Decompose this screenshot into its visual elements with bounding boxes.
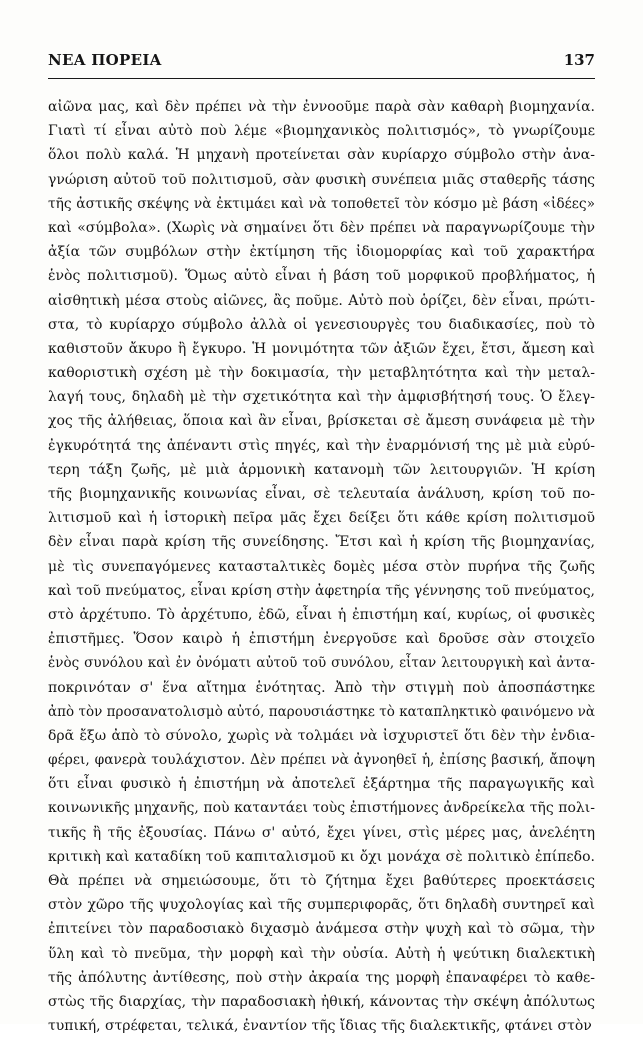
text-line: ὅτι εἶναι φυσικὸ ἡ ἐπιστήμη νὰ ἀποτελεῖ ἐξάρτημα τῆς παραγωγικῆς καὶ: [48, 776, 595, 793]
text-line: γνώριση αὐτοῦ τοῦ πολιτισμοῦ, σὰν φυσικὴ συνέπεια μιᾶς σταθερῆς τάσης: [48, 171, 595, 188]
text-line: ἑνὸς πολιτισμοῦ). Ὅμως αὐτὸ εἶναι ἡ βάση τοῦ μορφικοῦ προβλήματος, ἡ: [48, 268, 595, 285]
text-line: ποκρινόταν σ' ἕνα αἴτημα ἑνότητας. Ἀπὸ τὴν στιγμὴ ποὺ ἀποσπάστηκε: [48, 679, 595, 696]
text-line: στὸν χῶρο τῆς ψυχολογίας καὶ τῆς συμπεριφορᾶς, ὅτι δηλαδὴ συντηρεῖ καὶ: [48, 897, 595, 914]
text-line: καὶ «σύμβολα». (Χωρὶς νὰ σημαίνει ὅτι δὲν πρέπει νὰ παραγνωρίζουμε τὴν: [48, 219, 595, 236]
text-line: αἰῶνα μας, καὶ δὲν πρέπει νὰ τὴν ἐννοοῦμε παρὰ σὰν καθαρὴ βιομηχανία.: [48, 99, 595, 115]
text-line: δὲν εἶναι παρὰ κρίση τῆς συνείδησης. Ἔτσι καὶ ἡ κρίση τῆς βιομηχανίας,: [48, 534, 595, 551]
text-line: τικῆς ἢ τῆς ἐξουσίας. Πάνω σ' αὐτό, ἔχει γίνει, στὶς μέρες μας, ἀνελέητη: [48, 824, 595, 841]
text-line: στα, τὸ κυρίαρχο σύμβολο ἀλλὰ οἱ γενεσιουργὲς του διαδικασίες, ποὺ τὸ: [48, 316, 595, 333]
text-line: μὲ τὶς συνεπαγόμενες καταστaλτικὲς δομὲς μέσα στὸν πυρήνα τῆς ζωῆς: [48, 558, 595, 575]
text-line: στὼς τῆς διαρχίας, τὴν παραδοσιακὴ ἠθική, κάνοντας τὴν σκέψη ἀπόλυτως: [48, 993, 595, 1010]
header-rule: [48, 78, 595, 79]
text-line: κοινωνικῆς μηχανῆς, ποὺ καταντάει τοὺς ἐπιστήμονες ἀνδρείκελα τῆς πολι-: [48, 800, 595, 817]
text-line: ὅλοι πολὺ καλά. Ἡ μηχανὴ προτείνεται σὰν κυρίαρχο σύμβολο στὴν ἀνα-: [48, 147, 595, 164]
text-line: καὶ τοῦ πνεύματος, εἶναι κρίση στὴν ἀφετηρία τῆς γέννησης τοῦ πνεύματος,: [48, 582, 595, 599]
text-line: κριτικὴ καὶ καταδίκη τοῦ καπιταλισμοῦ κι ὄχι μονάχα σὲ πολιτικὸ ἐπίπεδο.: [48, 848, 595, 865]
running-head: [48, 51, 595, 73]
text-line: ἀξία τῶν συμβόλων στὴν ἐκτίμηση τῆς ἰδιομορφίας καὶ τοῦ χαρακτήρα: [48, 244, 595, 261]
text-line: λιτισμοῦ καὶ ἡ ἱστορικὴ πεῖρα μᾶς ἔχει δείξει ὅτι κάθε κρίση πολιτισμοῦ: [48, 510, 595, 527]
page-number: 137: [563, 51, 595, 69]
text-line: Θὰ πρέπει νὰ σημειώσουμε, ὅτι τὸ ζήτημα ἔχει βαθύτερες προεκτάσεις: [48, 873, 595, 889]
text-line: ἐγκυρότητά της ἀπέναντι στὶς πηγές, καὶ τὴν ἐναρμόνισή της μὲ μιὰ εὐρύ-: [48, 437, 595, 454]
text-line: ἐπιστῆμες. Ὅσον καιρὸ ἡ ἐπιστήμη ἐνεργοῦσε καὶ δροῦσε σὰν στοιχεῖο: [48, 631, 595, 648]
text-line: λαγή τους, δηλαδὴ μὲ τὴν σχετικότητα καὶ τὴν ἀμφισβήτησή τους. Ὁ ἔλεγ-: [48, 389, 595, 406]
text-line: τῆς ἀπόλυτης ἀντίθεσης, ποὺ στὴν ἀκραία της μορφὴ ἐπαναφέρει τὸ καθε-: [48, 969, 595, 986]
text-line: τυπική, στρέφεται, τελικά, ἐναντίον τῆς ἴδιας τῆς διαλεκτικῆς, φτάνει στὸν: [48, 1018, 592, 1035]
text-line: στὸ ἀρχέτυπο. Τὸ ἀρχέτυπο, ἐδῶ, εἶναι ἡ ἐπιστήμη καί, κυρίως, οἱ φυσικὲς: [48, 606, 595, 623]
text-line: χος τῆς ἀλήθειας, ὅποια καὶ ἂν εἶναι, βρίσκεται σὲ ἄμεση συνάφεια μὲ τὴν: [48, 413, 595, 430]
text-line: καθιστοῦν ἄκυρο ἢ ἔγκυρο. Ἡ μονιμότητα τῶν ἀξιῶν ἔχει, ἔτσι, ἄμεση καὶ: [48, 340, 595, 357]
text-line: ἑνὸς συνόλου καὶ ἐν ὀνόματι αὐτοῦ τοῦ συνόλου, εἶταν λειτουργικὴ καὶ ἀντα-: [48, 655, 595, 672]
text-line: ἐπιτείνει τὸν παραδοσιακὸ διχασμὸ ἀνάμεσα στὴν ψυχὴ καὶ τὸ σῶμα, τὴν: [48, 921, 595, 938]
text-line: φέρει, φανερὰ τουλάχιστον. Δὲν πρέπει νὰ ἀγνοηθεῖ ἡ, ἐπίσης βασική, ἄποψη: [48, 752, 595, 769]
journal-title: ΝΕΑ ΠΟΡΕΙΑ: [48, 51, 162, 69]
text-line: Γιατὶ τί εἶναι αὐτὸ ποὺ λέμε «βιομηχανικὸς πολιτισμός», τὸ γνωρίζουμε: [48, 123, 595, 140]
text-line: τῆς βιομηχανικῆς κοινωνίας εἶναι, σὲ τελευταία ἀνάλυση, κρίση τοῦ πο-: [48, 486, 595, 502]
text-line: ὕλη καὶ τὸ πνεῦμα, τὴν μορφὴ καὶ τὴν οὐσία. Αὐτὴ ἡ ψεύτικη διαλεκτικὴ: [48, 945, 595, 962]
text-line: καθοριστικὴ σχέση μὲ τὴν δοκιμασία, τὴν μεταβλητότητα καὶ τὴν μεταλ-: [48, 365, 595, 382]
body-paragraph: [48, 95, 595, 1038]
text-line: ἀπὸ τὸν προσανατολισμὸ αὐτό, παρουσιάστηκε τὸ καταπληκτικὸ φαινόμενο νὰ: [48, 703, 595, 720]
text-line: αἰσθητικὴ μέσα στοὺς αἰῶνες, ἂς ποῦμε. Αὐτὸ ποὺ ὁρίζει, δὲν εἶναι, πρώτι-: [48, 292, 595, 309]
text-line: δρᾶ ἔξω ἀπὸ τὸ σύνολο, χωρὶς νὰ τολμάει νὰ ἰσχυριστεῖ ὅτι δὲν τὴν ἐνδια-: [48, 727, 595, 744]
text-line: τερη τάξη ζωῆς, μὲ μιὰ ἁρμονικὴ κατανομὴ τῶν λειτουργιῶν. Ἡ κρίση: [48, 461, 595, 478]
text-line: τῆς ἀστικῆς σκέψης νὰ ἐκτιμάει καὶ νὰ τοποθετεῖ τὸν κόσμο μὲ βάση «ἰδέες»: [48, 195, 595, 212]
